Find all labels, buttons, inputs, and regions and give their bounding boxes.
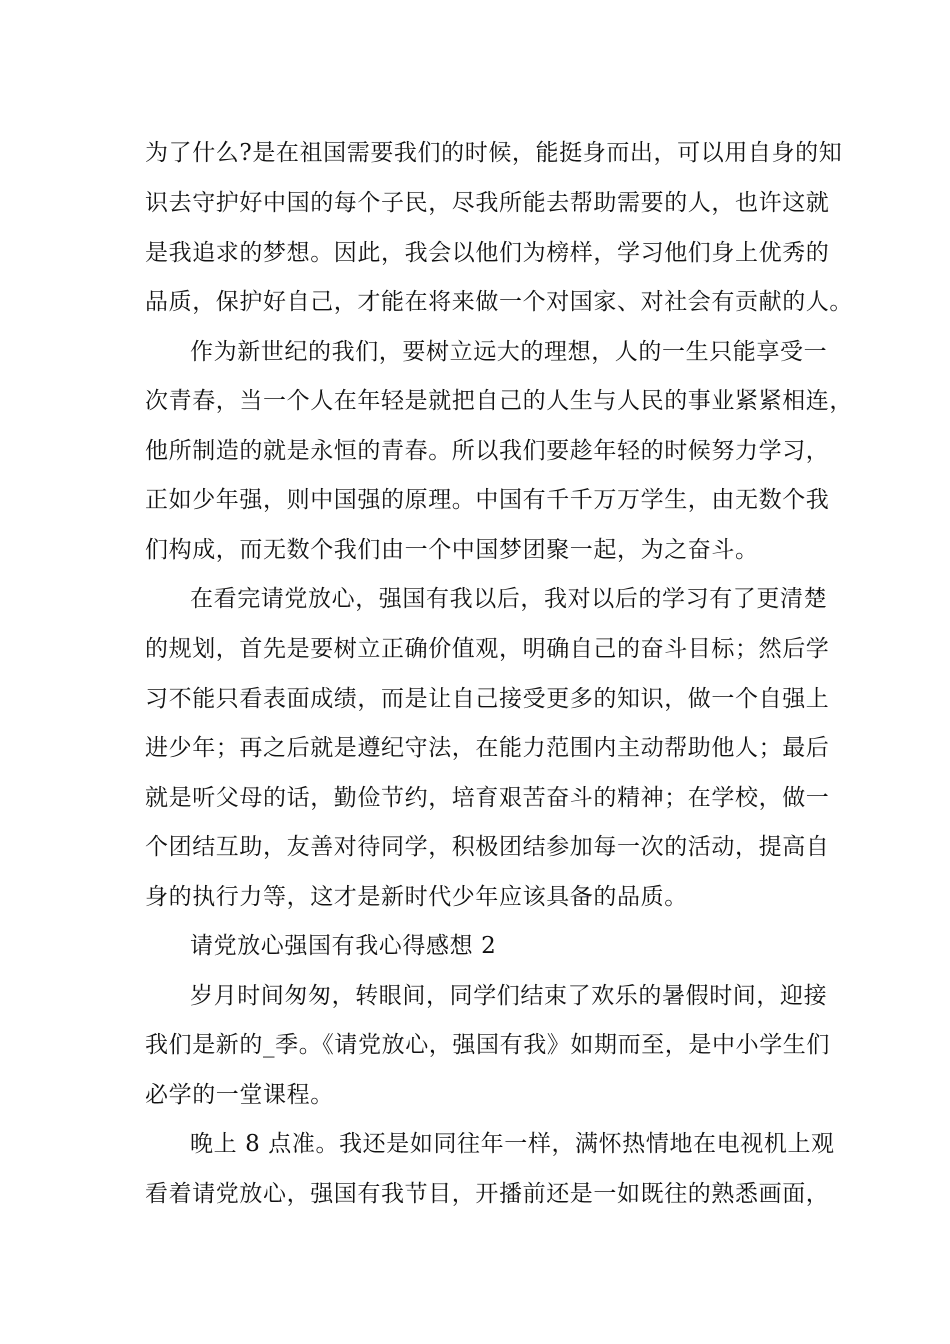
text-line: 习不能只看表面成绩，而是让自己接受更多的知识，做一个自强上 (145, 686, 830, 712)
text-line: 品质，保护好自己，才能在将来做一个对国家、对社会有贡献的人。 (145, 289, 853, 315)
text-line: 我们是新的_季。《请党放心，强国有我》如期而至，是中小学生们 (145, 1032, 830, 1058)
text-line: 看着请党放心，强国有我节目，开播前还是一如既往的熟悉画面， (145, 1181, 830, 1207)
text-line: 身的执行力等，这才是新时代少年应该具备的品质。 (145, 884, 688, 910)
text-line: 个团结互助，友善对待同学，积极团结参加每一次的活动，提高自 (145, 834, 830, 860)
text-line: 正如少年强，则中国强的原理。中国有千千万万学生，由无数个我 (145, 487, 830, 513)
text-line: 为了什么?是在祖国需要我们的时候，能挺身而出，可以用自身的知 (145, 140, 843, 166)
text-line: 次青春，当一个人在年轻是就把自己的人生与人民的事业紧紧相连， (145, 388, 853, 414)
text-line: 必学的一堂课程。 (145, 1082, 334, 1108)
text-line: 进少年；再之后就是遵纪守法，在能力范围内主动帮助他人；最后 (145, 735, 830, 761)
paragraph-first-line: 作为新世纪的我们，要树立远大的理想，人的一生只能享受一 (190, 339, 828, 365)
paragraph-first-line: 岁月时间匆匆，转眼间，同学们结束了欢乐的暑假时间，迎接 (190, 983, 828, 1009)
text-line: 识去守护好中国的每个子民，尽我所能去帮助需要的人，也许这就 (145, 190, 830, 216)
paragraph-first-line: 在看完请党放心，强国有我以后，我对以后的学习有了更清楚 (190, 586, 828, 612)
text-line: 们构成，而无数个我们由一个中国梦团聚一起，为之奋斗。 (145, 537, 759, 563)
text-line: 他所制造的就是永恒的青春。所以我们要趁年轻的时候努力学习， (145, 438, 830, 464)
section-heading: 请党放心强国有我心得感想 2 (190, 933, 497, 959)
text-line: 的规划，首先是要树立正确价值观，明确自己的奋斗目标；然后学 (145, 636, 830, 662)
text-line: 就是听父母的话，勤俭节约，培育艰苦奋斗的精神；在学校，做一 (145, 785, 830, 811)
text-line: 是我追求的梦想。因此，我会以他们为榜样，学习他们身上优秀的 (145, 240, 830, 266)
paragraph-first-line: 晚上 8 点准。我还是如同往年一样，满怀热情地在电视机上观 (190, 1131, 835, 1157)
